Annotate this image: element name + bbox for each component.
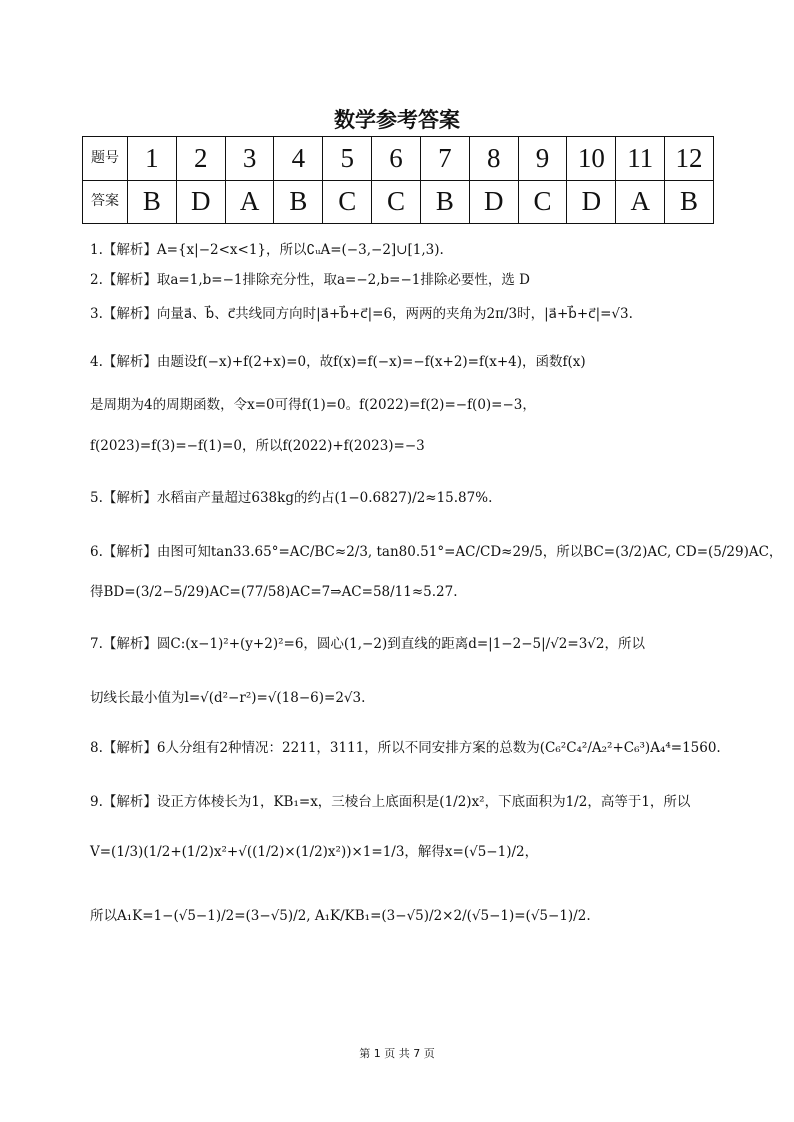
answer-cell: D	[469, 180, 518, 224]
question-number: 5	[323, 137, 372, 181]
answer-cell: B	[274, 180, 323, 224]
answer-cell: C	[372, 180, 421, 224]
solution-7-line-1: 7.【解析】圆C:(x−1)²+(y+2)²=6，圆心(1,−2)到直线的距离d=|1−2−5|/√2=3√2，所以	[90, 636, 645, 652]
answer-cell: B	[420, 180, 469, 224]
row-label-answer: 答案	[83, 180, 128, 224]
question-number: 11	[616, 137, 665, 181]
solution-4-line-2: 是周期为4的周期函数，令x=0可得f(1)=0。f(2022)=f(2)=−f(0)=−3，	[90, 397, 536, 413]
question-number: 2	[176, 137, 225, 181]
answer-cell: A	[225, 180, 274, 224]
answer-table	[82, 136, 714, 224]
solution-9-line-3: 所以A₁K=1−(√5−1)/2=(3−√5)/2, A₁K/KB₁=(3−√5)/2×2/(√5−1)=(√5−1)/2.	[90, 908, 591, 924]
solution-3: 3.【解析】向量a⃗、b⃗、c⃗共线同方向时|a⃗+b⃗+c⃗|=6，两两的夹角为2π/3时，|a⃗+b⃗+c⃗|=√3.	[90, 306, 633, 322]
question-number: 10	[567, 137, 616, 181]
solution-9-line-1: 9.【解析】设正方体棱长为1，KB₁=x，三棱台上底面积是(1/2)x²，下底面积为1/2，高等于1，所以	[90, 794, 691, 810]
answer-cell: C	[323, 180, 372, 224]
solution-9-line-2: V=(1/3)(1/2+(1/2)x²+√((1/2)×(1/2)x²))×1=1/3，解得x=(√5−1)/2，	[90, 844, 539, 860]
question-number: 3	[225, 137, 274, 181]
solution-4-line-3: f(2023)=f(3)=−f(1)=0，所以f(2022)+f(2023)=−3	[90, 438, 425, 454]
question-number: 12	[665, 137, 714, 181]
answer-cell: C	[518, 180, 567, 224]
solution-6-line-1: 6.【解析】由图可知tan33.65°=AC/BC≈2/3, tan80.51°=AC/CD≈29/5，所以BC=(3/2)AC, CD=(5/29)AC，	[90, 544, 783, 560]
page-title: 数学参考答案	[334, 108, 460, 132]
question-number: 1	[128, 137, 177, 181]
question-number: 8	[469, 137, 518, 181]
question-number: 7	[420, 137, 469, 181]
solution-8: 8.【解析】6人分组有2种情况：2211，3111，所以不同安排方案的总数为(C₆²C₄²/A₂²+C₆³)A₄⁴=1560.	[90, 740, 721, 756]
answer-cell: B	[128, 180, 177, 224]
solution-5: 5.【解析】水稻亩产量超过638kg的约占(1−0.6827)/2≈15.87%.	[90, 490, 493, 506]
solution-4-line-1: 4.【解析】由题设f(−x)+f(2+x)=0，故f(x)=f(−x)=−f(x+2)=f(x+4)，函数f(x)	[90, 354, 586, 370]
table-row-numbers	[83, 137, 714, 181]
table-row-answers	[83, 180, 714, 224]
answer-cell: B	[665, 180, 714, 224]
answer-cell: D	[567, 180, 616, 224]
row-label-question: 题号	[83, 137, 128, 181]
solution-2: 2.【解析】取a=1,b=−1排除充分性，取a=−2,b=−1排除必要性，选 D	[90, 272, 530, 288]
page-footer: 第 1 页 共 7 页	[359, 1047, 435, 1060]
solution-7-line-2: 切线长最小值为l=√(d²−r²)=√(18−6)=2√3.	[90, 690, 366, 706]
question-number: 6	[372, 137, 421, 181]
answer-cell: A	[616, 180, 665, 224]
solution-6-line-2: 得BD=(3/2−5/29)AC=(77/58)AC=7⇒AC=58/11≈5.27.	[90, 584, 458, 600]
question-number: 4	[274, 137, 323, 181]
solution-1: 1.【解析】A={x|−2<x<1}，所以∁ᵤA=(−3,−2]∪[1,3).	[90, 242, 444, 258]
question-number: 9	[518, 137, 567, 181]
answer-cell: D	[176, 180, 225, 224]
